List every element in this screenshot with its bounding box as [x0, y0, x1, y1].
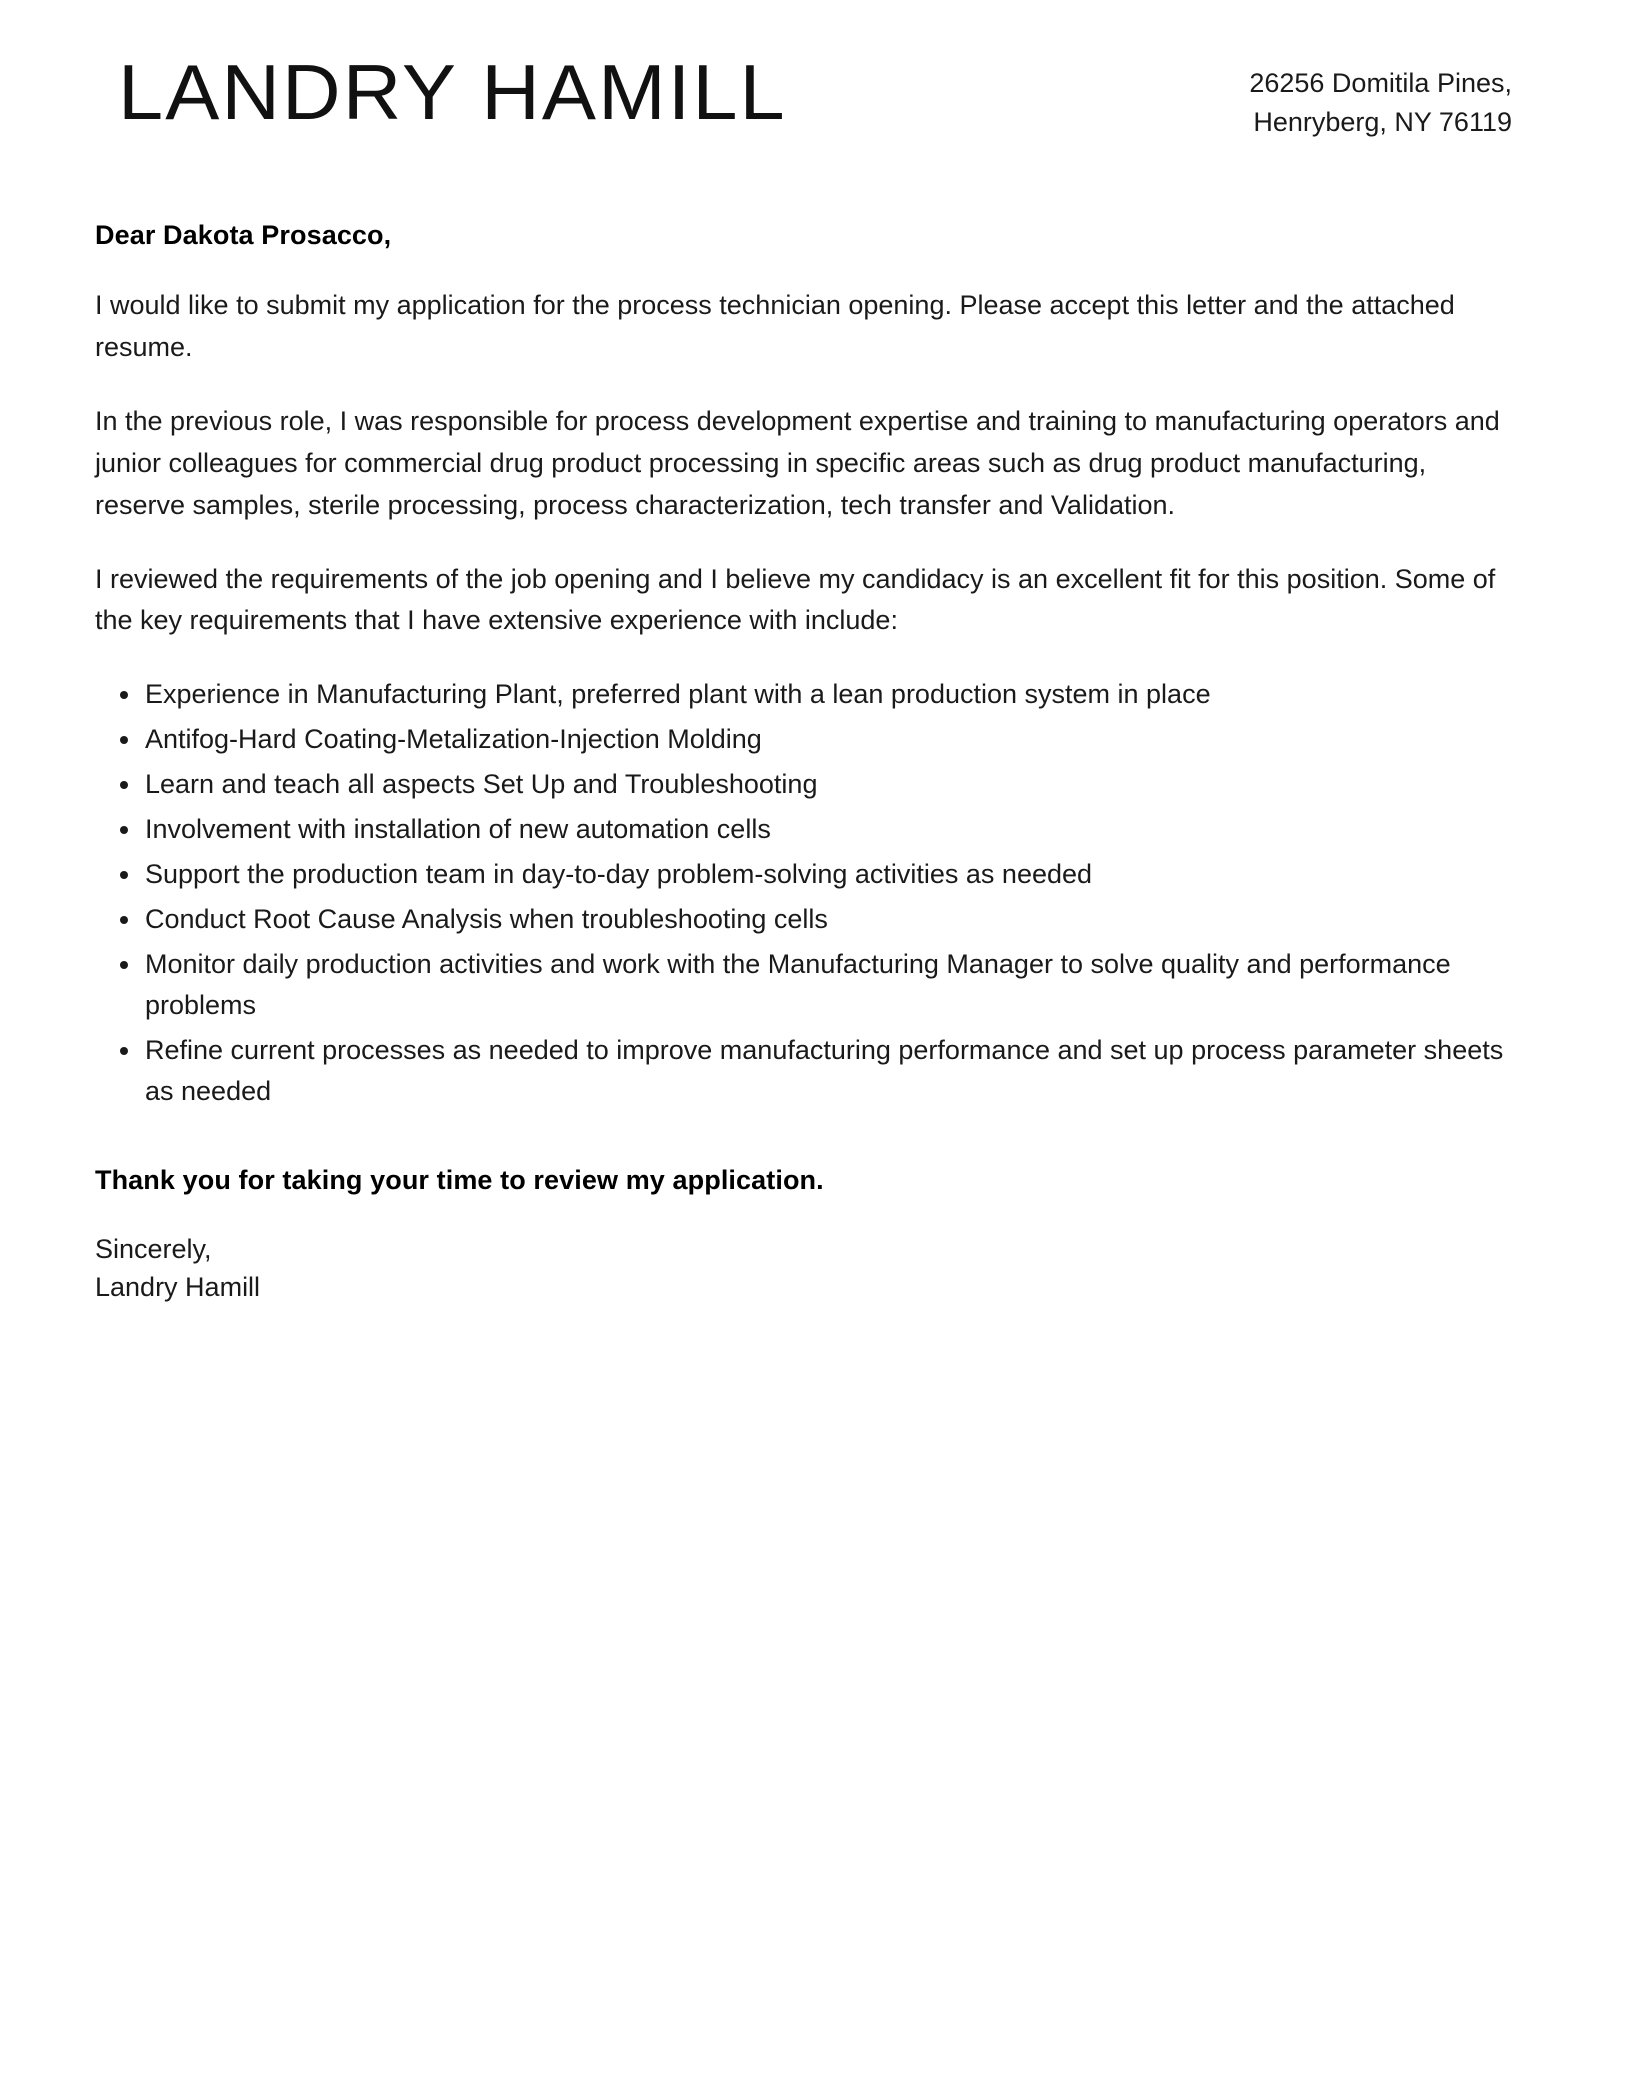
list-item: Antifog-Hard Coating-Metalization-Injection Molding	[95, 719, 1512, 760]
list-item: Support the production team in day-to-day problem-solving activities as needed	[95, 854, 1512, 895]
page-title: LANDRY HAMILL	[118, 48, 787, 136]
signoff-text: Sincerely,	[95, 1233, 212, 1264]
qualifications-list	[95, 674, 1512, 1112]
address-line-street: 26256 Domitila Pines,	[1249, 68, 1512, 98]
sender-address-block	[1249, 52, 1512, 142]
paragraph-experience: In the previous role, I was responsible for process development expertise and training to manufacturing operators and junior colleagues for commercial drug product processing in specific areas such as drug product manufacturing, reserve samples, sterile processing, process characterization, tech transfer and Validation.	[95, 405, 1500, 520]
paragraph-intro: I would like to submit my application for the process technician opening. Please accept this letter and the attached resume.	[95, 290, 1455, 363]
address-line-city-state-zip: Henryberg, NY 76119	[1253, 107, 1512, 138]
closing-statement: Thank you for taking your time to review my application.	[95, 1164, 824, 1195]
list-item: Refine current processes as needed to improve manufacturing performance and set up process parameter sheets as needed	[95, 1030, 1512, 1112]
list-item: Experience in Manufacturing Plant, preferred plant with a lean production system in place	[95, 674, 1512, 715]
letter-header	[0, 0, 1632, 142]
list-item: Learn and teach all aspects Set Up and Troubleshooting	[95, 764, 1512, 805]
salutation: Dear Dakota Prosacco,	[95, 220, 392, 251]
list-item: Involvement with installation of new automation cells	[95, 809, 1512, 850]
letter-body	[0, 220, 1632, 1306]
paragraph-requirements-intro: I reviewed the requirements of the job opening and I believe my candidacy is an excellent fit for this position. Some of the key requirements that I have extensive experience with include:	[95, 563, 1496, 636]
signature-name: Landry Hamill	[95, 1271, 261, 1302]
list-item: Monitor daily production activities and work with the Manufacturing Manager to solve quality and performance problems	[95, 944, 1512, 1026]
list-item: Conduct Root Cause Analysis when troubleshooting cells	[95, 899, 1512, 940]
signature-block	[95, 1230, 1512, 1307]
